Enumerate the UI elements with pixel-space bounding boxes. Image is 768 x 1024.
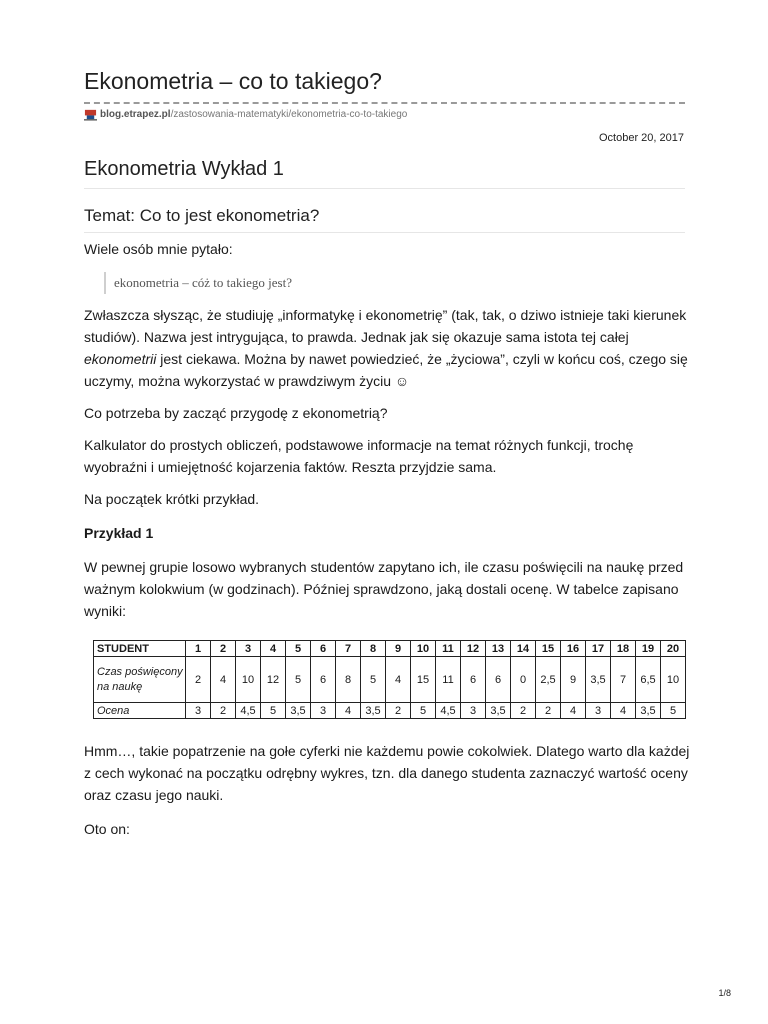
table-cell: 12 <box>261 657 286 703</box>
table-cell: 6 <box>461 657 486 703</box>
table-header-cell: 8 <box>361 641 386 657</box>
table-cell: 4 <box>561 703 586 719</box>
table-cell: 3,5 <box>486 703 511 719</box>
table-cell: 2 <box>511 703 536 719</box>
table-cell: 4 <box>336 703 361 719</box>
paragraph-plot-motivation: Hmm…, takie popatrzenie na gołe cyferki nie każdemu powie cokolwiek. Dlatego warto dla każdej z cech wykonać na początku odrębny wykres, tzn. dla danego studenta zaznaczyć wartość oceny oraz czasu jego nauki. <box>84 743 690 803</box>
table-row-study-time <box>94 657 686 703</box>
paragraph-studies-text-2: jest ciekawa. Można by nawet powiedzieć, że „życiowa”, czyli w końcu coś, czego się uczymy, można wykorzystać w prawdziwym życiu ☺ <box>84 351 688 389</box>
table-cell: 4 <box>386 657 411 703</box>
table-header-cell: 17 <box>586 641 611 657</box>
table-cell: 3,5 <box>361 703 386 719</box>
paragraph-here-it-is: Oto on: <box>84 821 130 837</box>
table-cell: 5 <box>286 657 311 703</box>
heading-divider <box>84 188 685 189</box>
table-header-cell: 5 <box>286 641 311 657</box>
subheading-divider <box>84 232 685 233</box>
post-date: October 20, 2017 <box>598 132 684 144</box>
table-cell: 3 <box>461 703 486 719</box>
etrapez-logo-icon <box>84 108 97 121</box>
table-cell: 5 <box>411 703 436 719</box>
table-row-label: Czas poświęcony na naukę <box>94 657 186 703</box>
table-header-cell: 11 <box>436 641 461 657</box>
table-cell: 10 <box>236 657 261 703</box>
table-header-cell: 2 <box>211 641 236 657</box>
table-header-cell: 19 <box>636 641 661 657</box>
article-subheading: Temat: Co to jest ekonometria? <box>84 206 320 225</box>
paragraph-intro: Wiele osób mnie pytało: <box>84 241 233 257</box>
table-cell: 3 <box>586 703 611 719</box>
table-cell: 2 <box>386 703 411 719</box>
table-cell: 5 <box>361 657 386 703</box>
table-cell: 10 <box>661 657 686 703</box>
table-header-cell: 12 <box>461 641 486 657</box>
paragraph-studies <box>84 304 690 392</box>
table-cell: 8 <box>336 657 361 703</box>
table-cell: 2 <box>186 657 211 703</box>
table-cell: 4 <box>611 703 636 719</box>
paragraph-studies-text-1: Zwłaszcza słysząc, że studiuję „informatykę i ekonometrię” (tak, tak, o dziwo istnieje taki kierunek studiów). Nazwa jest intrygująca, to prawda. Jednak jak się okazuje sama istota tej całej <box>84 307 687 345</box>
table-cell: 0 <box>511 657 536 703</box>
table-header-cell: 6 <box>311 641 336 657</box>
table-cell: 6 <box>486 657 511 703</box>
paragraph-studies-emphasis: ekonometrii <box>84 351 157 367</box>
paragraph-requirements: Kalkulator do prostych obliczeń, podstawowe informacje na temat różnych funkcji, trochę wyobraźni i umiejętność kojarzenia faktów. Reszta przyjdzie sama. <box>84 437 634 475</box>
table-header-cell: 18 <box>611 641 636 657</box>
table-row-label: Ocena <box>94 703 186 719</box>
article-heading: Ekonometria Wykład 1 <box>84 158 284 180</box>
table-header-row <box>94 641 686 657</box>
table-header-cell: 14 <box>511 641 536 657</box>
table-cell: 6 <box>311 657 336 703</box>
table-header-label: STUDENT <box>94 641 186 657</box>
table-cell: 3,5 <box>286 703 311 719</box>
table-cell: 3 <box>186 703 211 719</box>
table-cell: 2 <box>536 703 561 719</box>
title-divider <box>84 102 685 104</box>
table-header-cell: 7 <box>336 641 361 657</box>
table-cell: 3,5 <box>636 703 661 719</box>
table-cell: 9 <box>561 657 586 703</box>
table-header-cell: 4 <box>261 641 286 657</box>
source-path-link[interactable]: /zastosowania-matematyki/ekonometria-co-to-takiego <box>170 109 408 120</box>
table-header-cell: 1 <box>186 641 211 657</box>
table-cell: 4,5 <box>236 703 261 719</box>
paragraph-example-intro: Na początek krótki przykład. <box>84 491 260 507</box>
source-line <box>84 108 407 121</box>
table-header-cell: 16 <box>561 641 586 657</box>
table-cell: 3 <box>311 703 336 719</box>
table-header-cell: 10 <box>411 641 436 657</box>
table-header-cell: 20 <box>661 641 686 657</box>
page-number: 1/8 <box>718 988 731 998</box>
table-header-cell: 13 <box>486 641 511 657</box>
table-cell: 3,5 <box>586 657 611 703</box>
blockquote: ekonometria – cóż to takiego jest? <box>104 272 292 294</box>
table-cell: 15 <box>411 657 436 703</box>
table-cell: 4,5 <box>436 703 461 719</box>
table-cell: 7 <box>611 657 636 703</box>
table-cell: 11 <box>436 657 461 703</box>
table-cell: 4 <box>211 657 236 703</box>
source-domain-link[interactable]: blog.etrapez.pl <box>100 109 171 120</box>
paragraph-question: Co potrzeba by zacząć przygodę z ekonometrią? <box>84 405 388 421</box>
table-cell: 5 <box>661 703 686 719</box>
results-table <box>93 640 686 719</box>
table-header-cell: 15 <box>536 641 561 657</box>
table-header-cell: 3 <box>236 641 261 657</box>
table-cell: 2 <box>211 703 236 719</box>
table-header-cell: 9 <box>386 641 411 657</box>
table-cell: 5 <box>261 703 286 719</box>
table-cell: 6,5 <box>636 657 661 703</box>
table-cell: 2,5 <box>536 657 561 703</box>
page-title: Ekonometria – co to takiego? <box>84 68 382 94</box>
table-row-grade <box>94 703 686 719</box>
paragraph-example-description: W pewnej grupie losowo wybranych studentów zapytano ich, ile czasu poświęcili na naukę przed ważnym kolokwium (w godzinach). Później sprawdzono, jaką dostali ocenę. W tabelce zapisano wyniki: <box>84 559 684 619</box>
example-title: Przykład 1 <box>84 525 154 541</box>
